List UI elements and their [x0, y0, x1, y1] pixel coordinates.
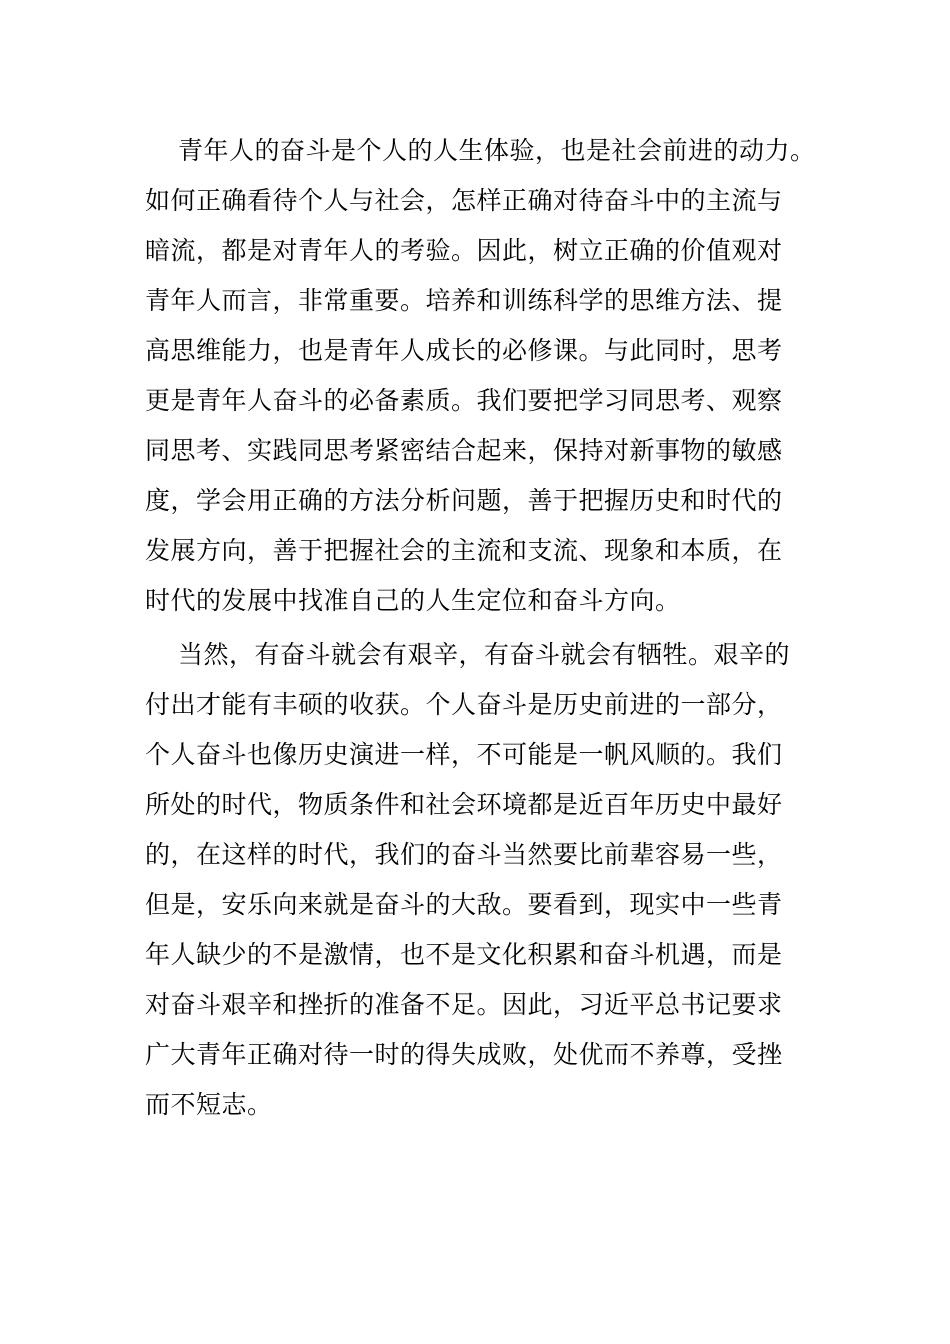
paragraph-2 [145, 630, 805, 1130]
text-line: 同思考、实践同思考紧密结合起来，保持对新事物的敏感 [145, 436, 783, 465]
text-line: 时代的发展中找准自己的人生定位和奋斗方向。 [145, 586, 681, 615]
text-line: 青年人的奋斗是个人的人生体验，也是社会前进的动力。 [178, 136, 816, 165]
text-line: 付出才能有丰硕的收获。个人奋斗是历史前进的一部分， [145, 690, 783, 719]
text-line: 所处的时代，物质条件和社会环境都是近百年历史中最好 [145, 790, 783, 819]
text-line: 个人奋斗也像历史演进一样，不可能是一帆风顺的。我们 [145, 740, 783, 769]
document-body [145, 126, 816, 1130]
text-line: 青年人而言，非常重要。培养和训练科学的思维方法、提 [145, 286, 783, 315]
text-line: 的，在这样的时代，我们的奋斗当然要比前辈容易一些， [145, 840, 783, 869]
text-line: 暗流，都是对青年人的考验。因此，树立正确的价值观对 [145, 236, 783, 265]
paragraph-1 [145, 126, 816, 626]
text-line: 但是，安乐向来就是奋斗的大敌。要看到，现实中一些青 [145, 890, 783, 919]
text-line: 更是青年人奋斗的必备素质。我们要把学习同思考、观察 [145, 386, 783, 415]
text-line: 度，学会用正确的方法分析问题，善于把握历史和时代的 [145, 486, 783, 515]
text-line: 广大青年正确对待一时的得失成败，处优而不养尊，受挫 [145, 1040, 783, 1069]
text-line: 如何正确看待个人与社会，怎样正确对待奋斗中的主流与 [145, 186, 783, 215]
text-line: 年人缺少的不是激情，也不是文化积累和奋斗机遇，而是 [145, 940, 783, 969]
text-line: 发展方向，善于把握社会的主流和支流、现象和本质，在 [145, 536, 783, 565]
text-line: 高思维能力，也是青年人成长的必修课。与此同时，思考 [145, 336, 783, 365]
text-line: 当然，有奋斗就会有艰辛，有奋斗就会有牺牲。艰辛的 [178, 640, 791, 669]
text-line: 而不短志。 [145, 1090, 273, 1119]
text-line: 对奋斗艰辛和挫折的准备不足。因此，习近平总书记要求 [145, 990, 783, 1019]
